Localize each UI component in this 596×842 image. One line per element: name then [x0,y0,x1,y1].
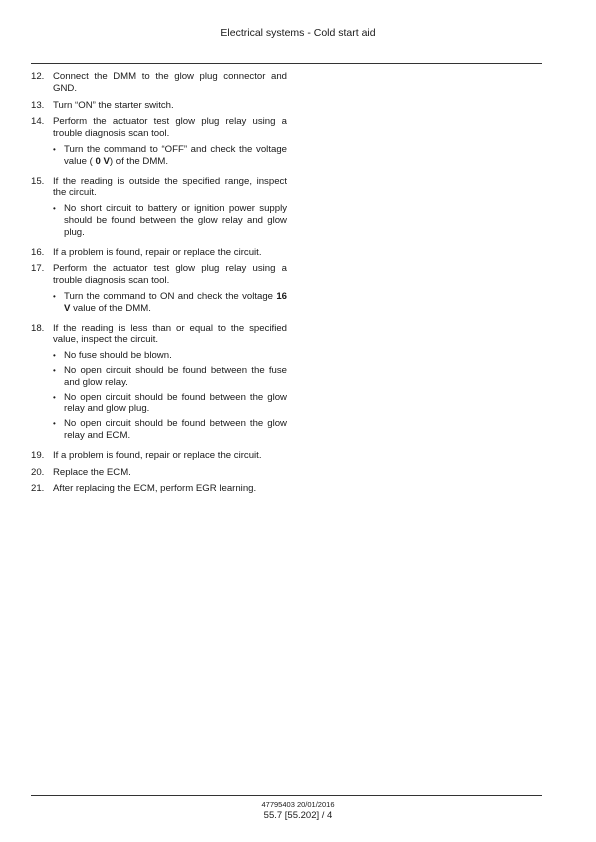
bullet-list [53,350,287,442]
bullet-text-bold: 16 V [64,290,287,314]
header-divider [31,63,542,64]
procedure-step [31,71,287,95]
bullet-list [53,203,287,238]
bullet-icon: • [53,365,56,375]
bullet-text-run: value of the DMM. [70,302,151,314]
step-text [53,483,287,495]
bullet-text-run: No fuse should be blown. [64,350,172,362]
procedure-step [31,247,287,259]
bullet-text [64,392,287,416]
step-text-run: Perform the actuator test glow plug relay using a trouble diagnosis scan tool. [53,116,287,140]
step-number: 14. [31,116,45,128]
step-text-run: If the reading is outside the specified range, inspect the circuit. [53,175,287,199]
procedure-step [31,450,287,462]
bullet-icon: • [53,419,56,429]
bullet-text-bold: 0 V [95,155,110,167]
step-text [53,100,287,112]
step-body [53,71,287,95]
step-text [53,323,287,347]
bullet-item [53,203,287,238]
bullet-text-run: Turn the command to ON and check the voltage [64,290,277,302]
page-header-title: Electrical systems - Cold start aid [220,27,376,39]
step-text [53,247,287,259]
bullet-icon: • [53,144,56,154]
bullet-item [53,418,287,442]
step-body [53,450,287,462]
step-text [53,71,287,95]
step-text [53,176,287,200]
step-number: 12. [31,71,45,82]
bullet-text-run: No short circuit to battery or ignition power supply should be found between the glow relay and glow plug. [64,203,287,238]
bullet-item [53,144,287,168]
step-text [53,450,287,462]
step-number: 13. [31,99,45,111]
step-text-run: If a problem is found, repair or replace the circuit. [53,246,262,258]
procedure-step [31,483,287,495]
step-body [53,247,287,259]
bullet-item [53,365,287,389]
step-text-run: After replacing the ECM, perform EGR learning. [53,483,257,495]
procedure-step [31,323,287,445]
procedure-steps [31,71,287,500]
bullet-text [64,144,287,168]
step-body [53,116,287,170]
step-text-run: Perform the actuator test glow plug relay using a trouble diagnosis scan tool. [53,263,287,287]
bullet-icon: • [53,351,56,361]
step-number: 21. [31,483,45,495]
footer-document-reference: 47795403 20/01/2016 [261,800,335,809]
bullet-icon: • [53,291,56,301]
bullet-text [64,291,287,315]
footer-page-reference: 55.7 [55.202] / 4 [263,810,333,821]
step-number: 19. [31,449,45,461]
step-number: 18. [31,322,45,334]
bullet-text [64,365,287,389]
bullet-item [53,350,287,362]
step-body [53,467,287,479]
bullet-item [53,291,287,315]
step-body [53,263,287,317]
step-text-run: Connect the DMM to the glow plug connector and GND. [53,71,287,94]
step-text [53,263,287,287]
step-number: 16. [31,246,45,258]
step-text [53,116,287,140]
procedure-step [31,467,287,479]
bullet-icon: • [53,204,56,214]
bullet-text-run: Turn the command to “OFF” and check the voltage value ( [64,143,287,167]
procedure-step [31,100,287,112]
step-text-run: Turn “ON” the starter switch. [53,99,174,111]
bullet-item [53,392,287,416]
bullet-text [64,203,287,238]
bullet-text [64,350,287,362]
procedure-step [31,176,287,242]
bullet-list [53,144,287,168]
footer-divider [31,795,542,796]
step-number: 20. [31,466,45,478]
step-number: 15. [31,175,45,187]
step-text-run: Replace the ECM. [53,466,131,478]
bullet-text-run: ) of the DMM. [109,155,168,167]
procedure-step [31,116,287,170]
step-body [53,323,287,445]
step-text [53,467,287,479]
bullet-text [64,418,287,442]
step-text-run: If the reading is less than or equal to the specified value, inspect the circuit. [53,322,287,346]
step-number: 17. [31,263,45,275]
bullet-list [53,291,287,315]
bullet-text-run: No open circuit should be found between the glow relay and glow plug. [64,391,287,415]
bullet-text-run: No open circuit should be found between the glow relay and ECM. [64,418,287,441]
step-body [53,483,287,495]
bullet-text-run: No open circuit should be found between the fuse and glow relay. [64,364,287,388]
step-body [53,176,287,242]
step-text-run: If a problem is found, repair or replace the circuit. [53,449,262,461]
step-body [53,100,287,112]
procedure-step [31,263,287,317]
bullet-icon: • [53,392,56,402]
